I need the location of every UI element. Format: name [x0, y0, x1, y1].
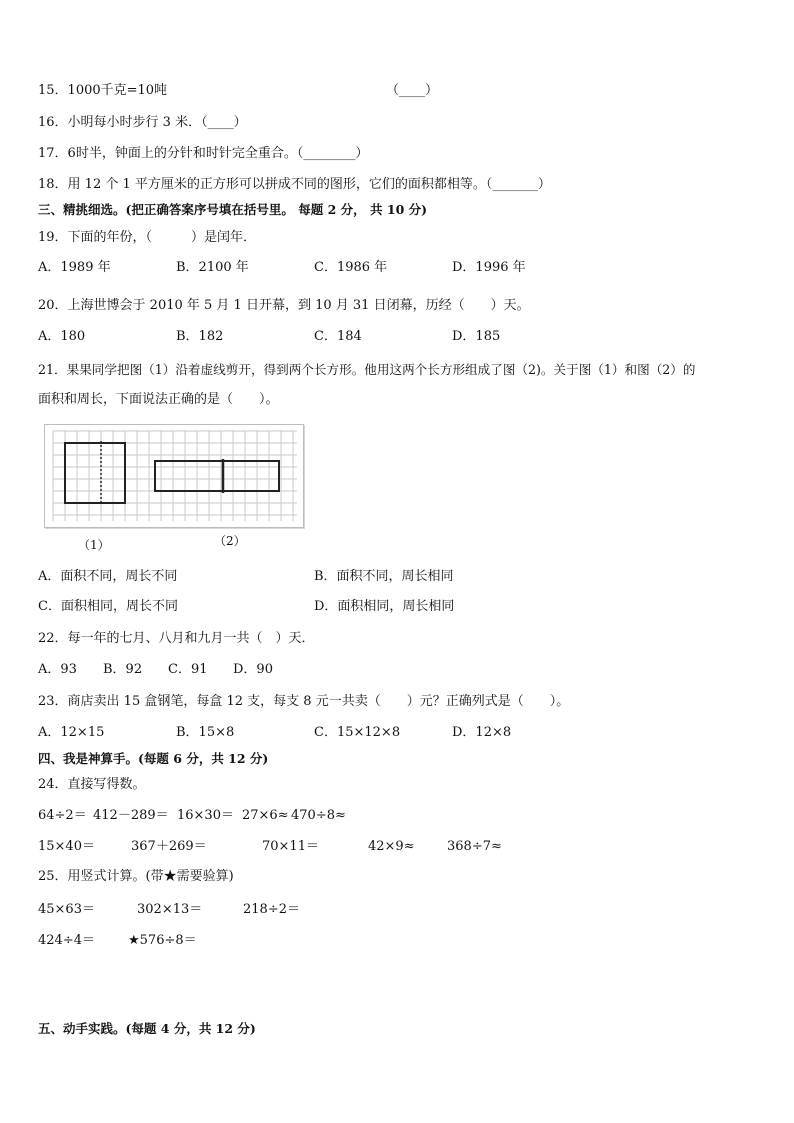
- q22-option-c[interactable]: C．91: [168, 662, 208, 677]
- q21-text-line2: 面积和周长，下面说法正确的是（ ）。: [38, 392, 279, 407]
- section-4-title: 四、我是神算手。(每题 6 分，共 12 分): [38, 751, 269, 766]
- q20-option-a[interactable]: A．180: [38, 329, 86, 344]
- q25-expr-2: 302×13＝: [137, 902, 203, 917]
- q20-option-b[interactable]: B．182: [176, 329, 224, 344]
- q22-option-d[interactable]: D．90: [233, 662, 273, 677]
- q24-expr-3: 16×30＝: [177, 808, 234, 823]
- q20-text: 20．上海世博会于 2010 年 5 月 1 日开幕，到 10 月 31 日闭幕，历经（ ）天。: [38, 298, 530, 313]
- q15-text: 15．1000千克=10吨: [38, 83, 168, 98]
- q25-expr-3: 218÷2＝: [243, 902, 300, 917]
- q24-expr-5: 470÷8≈: [291, 808, 346, 823]
- section-3-title: 三、精挑细选。(把正确答案序号填在括号里。 每题 2 分， 共 10 分): [38, 202, 428, 217]
- q15-answer-paren[interactable]: （____）: [386, 83, 439, 98]
- q23-option-b[interactable]: B．15×8: [176, 725, 235, 740]
- q21-option-c[interactable]: C．面积相同，周长不同: [38, 599, 178, 614]
- q21-option-a[interactable]: A．面积不同，周长不同: [38, 569, 178, 584]
- figure-2-rectangle: [155, 461, 279, 491]
- q25-text: 25．用竖式计算。(带★需要验算): [38, 869, 234, 884]
- q21-option-b[interactable]: B．面积不同，周长相同: [314, 569, 454, 584]
- q21-figure: [44, 424, 304, 528]
- figure-2-label: （2）: [214, 534, 246, 548]
- q24-expr-6: 15×40＝: [38, 839, 95, 854]
- q21-text-line1: 21．果果同学把图（1）沿着虚线剪开，得到两个长方形。他用这两个长方形组成了图（2)。关于图（1）和图（2）的: [38, 362, 696, 377]
- q24-text: 24．直接写得数。: [38, 777, 146, 792]
- grid-lines: [53, 431, 297, 521]
- q19-option-b[interactable]: B．2100 年: [176, 260, 249, 275]
- section-5-title: 五、动手实践。(每题 4 分，共 12 分): [38, 1021, 256, 1036]
- q21-option-d[interactable]: D．面积相同，周长相同: [314, 599, 455, 614]
- figure-1-square: [65, 443, 125, 503]
- q17-text: 17．6时半，钟面上的分针和时针完全重合。（________）: [38, 146, 369, 161]
- q20-option-c[interactable]: C．184: [314, 329, 362, 344]
- q25-expr-1: 45×63＝: [38, 902, 95, 917]
- q21-grid-svg: [45, 425, 303, 527]
- q19-option-c[interactable]: C．1986 年: [314, 260, 388, 275]
- q25-expr-4: 424÷4＝: [38, 933, 95, 948]
- q22-text: 22．每一年的七月、八月和九月一共（ ）天．: [38, 631, 315, 646]
- q20-option-d[interactable]: D．185: [452, 329, 501, 344]
- q23-option-d[interactable]: D．12×8: [452, 725, 512, 740]
- q16-text: 16．小明每小时步行 3 米．（____）: [38, 115, 247, 130]
- q24-expr-7: 367＋269＝: [131, 839, 207, 854]
- q19-option-a[interactable]: A．1989 年: [38, 260, 111, 275]
- q23-option-a[interactable]: A．12×15: [38, 725, 105, 740]
- q23-text: 23．商店卖出 15 盒钢笔，每盒 12 支，每支 8 元一共卖（ ）元？正确列式是（ ）。: [38, 694, 570, 709]
- q23-option-c[interactable]: C．15×12×8: [314, 725, 401, 740]
- q24-expr-8: 70×11＝: [262, 839, 319, 854]
- q18-text: 18．用 12 个 1 平方厘米的正方形可以拼成不同的图形，它们的面积都相等。（_______）: [38, 177, 551, 192]
- q22-option-b[interactable]: B．92: [103, 662, 143, 677]
- q24-expr-2: 412－289＝: [93, 808, 169, 823]
- q22-option-a[interactable]: A．93: [38, 662, 77, 677]
- q24-expr-1: 64÷2＝: [38, 808, 87, 823]
- q24-expr-4: 27×6≈: [242, 808, 289, 823]
- q24-expr-10: 368÷7≈: [447, 839, 502, 854]
- q25-expr-5: ★576÷8＝: [128, 933, 197, 948]
- figure-1-label: （1）: [78, 538, 110, 552]
- q24-expr-9: 42×9≈: [368, 839, 415, 854]
- q19-option-d[interactable]: D．1996 年: [452, 260, 526, 275]
- q19-text: 19．下面的年份，（ ）是闰年．: [38, 230, 257, 245]
